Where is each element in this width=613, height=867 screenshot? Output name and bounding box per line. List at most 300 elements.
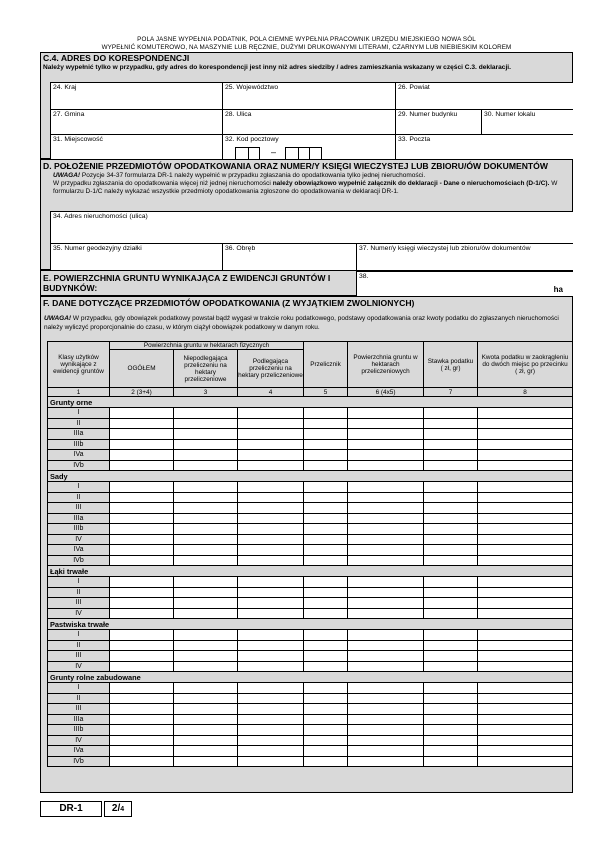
input-cell[interactable]: [348, 587, 424, 598]
input-cell[interactable]: [348, 492, 424, 503]
page-number: 2/4: [104, 801, 132, 817]
input-cell[interactable]: [478, 534, 573, 545]
input-cell[interactable]: [348, 630, 424, 641]
input-cell[interactable]: [424, 450, 478, 461]
input-cell[interactable]: [424, 545, 478, 556]
input-cell[interactable]: [110, 661, 174, 672]
input-cell[interactable]: [478, 429, 573, 440]
input-cell[interactable]: [424, 503, 478, 514]
input-cell[interactable]: [348, 683, 424, 694]
group-header: Sady: [48, 471, 573, 482]
input-cell[interactable]: [304, 598, 348, 609]
input-cell[interactable]: [348, 408, 424, 419]
input-cell[interactable]: [348, 661, 424, 672]
input-cell[interactable]: [478, 439, 573, 450]
input-cell[interactable]: [238, 704, 304, 715]
col-powierzchnia-przeliczeniowa: Powierzchnia gruntu w hektarach przeliczeniowych: [348, 342, 424, 388]
class-label: IVa: [48, 545, 110, 556]
class-label: III: [48, 704, 110, 715]
table-row: [48, 545, 573, 556]
input-cell[interactable]: [304, 651, 348, 662]
input-cell[interactable]: [304, 482, 348, 493]
input-cell[interactable]: [174, 661, 238, 672]
input-cell[interactable]: [174, 534, 238, 545]
table-row: [48, 429, 573, 440]
input-cell[interactable]: [348, 460, 424, 471]
input-cell[interactable]: [174, 735, 238, 746]
field-29-numer-budynku[interactable]: 29. Numer budynku: [395, 109, 481, 134]
input-cell[interactable]: [174, 513, 238, 524]
input-cell[interactable]: [424, 460, 478, 471]
input-cell[interactable]: [238, 513, 304, 524]
input-cell[interactable]: [478, 587, 573, 598]
input-cell[interactable]: [348, 418, 424, 429]
col-number: 1: [48, 388, 110, 397]
input-cell[interactable]: [110, 439, 174, 450]
input-cell[interactable]: [238, 555, 304, 566]
input-cell[interactable]: [110, 555, 174, 566]
input-cell[interactable]: [304, 460, 348, 471]
tax-table: [47, 341, 573, 767]
input-cell[interactable]: [174, 683, 238, 694]
input-cell[interactable]: [478, 577, 573, 588]
input-cell[interactable]: [424, 735, 478, 746]
input-cell[interactable]: [478, 503, 573, 514]
section-f-uwaga: UWAGA!: [44, 315, 72, 322]
input-cell[interactable]: [304, 492, 348, 503]
table-row: [48, 503, 573, 514]
input-cell[interactable]: [348, 450, 424, 461]
input-cell[interactable]: [238, 482, 304, 493]
input-cell[interactable]: [478, 482, 573, 493]
input-cell[interactable]: [424, 439, 478, 450]
input-cell[interactable]: [174, 756, 238, 767]
input-cell[interactable]: [478, 651, 573, 662]
input-cell[interactable]: [238, 429, 304, 440]
col-number: 4: [238, 388, 304, 397]
input-cell[interactable]: [348, 555, 424, 566]
input-cell[interactable]: [478, 460, 573, 471]
input-cell[interactable]: [348, 735, 424, 746]
input-cell[interactable]: [174, 503, 238, 514]
input-cell[interactable]: [110, 577, 174, 588]
input-cell[interactable]: [424, 661, 478, 672]
field-31-miejscowosc[interactable]: 31. Miejscowość: [50, 134, 222, 159]
input-cell[interactable]: [304, 608, 348, 619]
input-cell[interactable]: [238, 693, 304, 704]
input-cell[interactable]: [110, 408, 174, 419]
class-label: III: [48, 598, 110, 609]
table-row: [48, 714, 573, 725]
input-cell[interactable]: [110, 725, 174, 736]
input-cell[interactable]: [348, 608, 424, 619]
input-cell[interactable]: [110, 503, 174, 514]
input-cell[interactable]: [110, 735, 174, 746]
class-label: II: [48, 693, 110, 704]
header-line-2: WYPEŁNIĆ KOMUTEROWO, NA MASZYNIE LUB RĘCZNIE, DUŻYMI DRUKOWANYMI LITERAMI, CZARNYM LUB NIEBIESKIM KOLOREM: [101, 44, 512, 51]
field-27-gmina[interactable]: 27. Gmina: [50, 109, 222, 134]
input-cell[interactable]: [174, 545, 238, 556]
input-cell[interactable]: [110, 598, 174, 609]
input-cell[interactable]: [174, 524, 238, 535]
table-row: [48, 704, 573, 715]
header-line-1: POLA JASNE WYPEŁNIA PODATNIK, POLA CIEMNE WYPEŁNIA PRACOWNIK URZĘDU MIEJSKIEGO NOWA SÓL: [137, 36, 476, 43]
input-cell[interactable]: [238, 714, 304, 725]
group-header: Grunty rolne zabudowane: [48, 672, 573, 683]
input-cell[interactable]: [424, 608, 478, 619]
input-cell[interactable]: [304, 450, 348, 461]
input-cell[interactable]: [304, 534, 348, 545]
input-cell[interactable]: [424, 555, 478, 566]
field-28-ulica[interactable]: 28. Ulica: [222, 109, 395, 134]
input-cell[interactable]: [174, 450, 238, 461]
input-cell[interactable]: [304, 513, 348, 524]
input-cell[interactable]: [238, 640, 304, 651]
class-label: IIIa: [48, 714, 110, 725]
field-33-poczta[interactable]: 33. Poczta: [395, 134, 573, 159]
class-label: IIIa: [48, 513, 110, 524]
input-cell[interactable]: [238, 608, 304, 619]
input-cell[interactable]: [424, 756, 478, 767]
section-e: [40, 270, 573, 296]
input-cell[interactable]: [110, 545, 174, 556]
col-stawka: Stawka podatku ( zł, gr): [424, 342, 478, 388]
input-cell[interactable]: [238, 439, 304, 450]
table-row: [48, 577, 573, 588]
table-row: [48, 534, 573, 545]
input-cell[interactable]: [110, 492, 174, 503]
input-cell[interactable]: [238, 756, 304, 767]
table-row: [48, 439, 573, 450]
input-cell[interactable]: [348, 746, 424, 757]
input-cell[interactable]: [304, 640, 348, 651]
input-cell[interactable]: [174, 598, 238, 609]
input-cell[interactable]: [424, 418, 478, 429]
col-number: 6 (4x5): [348, 388, 424, 397]
input-cell[interactable]: [304, 693, 348, 704]
input-cell[interactable]: [238, 418, 304, 429]
input-cell[interactable]: [304, 735, 348, 746]
input-cell[interactable]: [110, 746, 174, 757]
input-cell[interactable]: [238, 661, 304, 672]
section-d-note-1: Pozycje 34-37 formularza DR-1 należy wypełnić w przypadku zgłaszania do opodatkowania tylko jednej nieruchomości.: [81, 172, 426, 179]
input-cell[interactable]: [478, 492, 573, 503]
col-niepodlegajaca: Niepodlegająca przeliczeniu na hektary przeliczeniowe: [174, 350, 238, 388]
class-label: III: [48, 503, 110, 514]
class-label: IVb: [48, 756, 110, 767]
class-label: II: [48, 492, 110, 503]
input-cell[interactable]: [348, 725, 424, 736]
input-cell[interactable]: [174, 492, 238, 503]
field-32-kod-pocztowy[interactable]: 32. Kod pocztowy –: [222, 134, 395, 159]
input-cell[interactable]: [424, 408, 478, 419]
col-podlegajaca: Podlegająca przeliczeniu na hektary przeliczeniowe: [238, 350, 304, 388]
input-cell[interactable]: [304, 746, 348, 757]
input-cell[interactable]: [110, 524, 174, 535]
input-cell[interactable]: [348, 640, 424, 651]
input-cell[interactable]: [348, 482, 424, 493]
section-d-title: D. POŁOŻENIE PRZEDMIOTÓW OPODATKOWANIA ORAZ NUMER/Y KSIĘGI WIECZYSTEJ LUB ZBIORU/ÓW DOKUMENTÓW: [43, 161, 548, 171]
input-cell[interactable]: [110, 704, 174, 715]
input-cell[interactable]: [348, 577, 424, 588]
input-cell[interactable]: [110, 693, 174, 704]
field-30-numer-lokalu[interactable]: 30. Numer lokalu: [481, 109, 573, 134]
input-cell[interactable]: [478, 524, 573, 535]
input-cell[interactable]: [174, 587, 238, 598]
input-cell[interactable]: [238, 492, 304, 503]
input-cell[interactable]: [478, 555, 573, 566]
input-cell[interactable]: [110, 429, 174, 440]
class-label: IVa: [48, 450, 110, 461]
col-number: 3: [174, 388, 238, 397]
field-36-obreb[interactable]: 36. Obręb: [222, 243, 356, 270]
class-label: IVb: [48, 555, 110, 566]
input-cell[interactable]: [478, 408, 573, 419]
input-cell[interactable]: [348, 545, 424, 556]
input-cell[interactable]: [238, 746, 304, 757]
class-label: IIIa: [48, 429, 110, 440]
input-cell[interactable]: [238, 460, 304, 471]
input-cell[interactable]: [424, 630, 478, 641]
input-cell[interactable]: [304, 661, 348, 672]
input-cell[interactable]: [348, 439, 424, 450]
col-przelicznik: Przelicznik: [304, 342, 348, 388]
input-cell[interactable]: [424, 534, 478, 545]
section-d: [40, 159, 573, 270]
section-f-title: F. DANE DOTYCZĄCE PRZEDMIOTÓW OPODATKOWANIA (Z WYJĄTKIEM ZWOLNIONYCH): [43, 298, 415, 308]
input-cell[interactable]: [348, 714, 424, 725]
input-cell[interactable]: [348, 524, 424, 535]
input-cell[interactable]: [478, 704, 573, 715]
input-cell[interactable]: [110, 714, 174, 725]
table-row: [48, 450, 573, 461]
input-cell[interactable]: [304, 587, 348, 598]
input-cell[interactable]: [238, 450, 304, 461]
input-cell[interactable]: [174, 714, 238, 725]
input-cell[interactable]: [348, 756, 424, 767]
input-cell[interactable]: [110, 608, 174, 619]
input-cell[interactable]: [348, 534, 424, 545]
col-klasy: Klasy użytków wynikające z ewidencji gruntów: [48, 342, 110, 388]
col-powierzchnia-group: Powierzchnia gruntu w hektarach fizycznych: [110, 342, 304, 350]
class-label: I: [48, 482, 110, 493]
postal-dash: –: [271, 147, 277, 157]
input-cell[interactable]: [174, 439, 238, 450]
field-25-wojewodztwo[interactable]: 25. Województwo: [222, 82, 395, 109]
input-cell[interactable]: [238, 408, 304, 419]
input-cell[interactable]: [174, 408, 238, 419]
input-cell[interactable]: [424, 577, 478, 588]
input-cell[interactable]: [238, 651, 304, 662]
input-cell[interactable]: [238, 524, 304, 535]
input-cell[interactable]: [174, 704, 238, 715]
input-cell[interactable]: [304, 555, 348, 566]
input-cell[interactable]: [238, 725, 304, 736]
input-cell[interactable]: [304, 630, 348, 641]
class-label: IVa: [48, 746, 110, 757]
input-cell[interactable]: [110, 513, 174, 524]
input-cell[interactable]: [478, 608, 573, 619]
input-cell[interactable]: [478, 683, 573, 694]
input-cell[interactable]: [238, 735, 304, 746]
table-row: [48, 725, 573, 736]
input-cell[interactable]: [304, 577, 348, 588]
input-cell[interactable]: [424, 651, 478, 662]
input-cell[interactable]: [174, 577, 238, 588]
class-label: IVb: [48, 460, 110, 471]
input-cell[interactable]: [424, 683, 478, 694]
input-cell[interactable]: [174, 482, 238, 493]
input-cell[interactable]: [478, 661, 573, 672]
input-cell[interactable]: [304, 418, 348, 429]
input-cell[interactable]: [424, 482, 478, 493]
input-cell[interactable]: [174, 746, 238, 757]
input-cell[interactable]: [304, 439, 348, 450]
input-cell[interactable]: [478, 735, 573, 746]
input-cell[interactable]: [478, 714, 573, 725]
input-cell[interactable]: [424, 746, 478, 757]
input-cell[interactable]: [424, 640, 478, 651]
form-code: DR-1: [40, 801, 102, 817]
input-cell[interactable]: [348, 429, 424, 440]
input-cell[interactable]: [238, 545, 304, 556]
input-cell[interactable]: [110, 460, 174, 471]
input-cell[interactable]: [110, 450, 174, 461]
input-cell[interactable]: [110, 418, 174, 429]
input-cell[interactable]: [478, 598, 573, 609]
table-row: [48, 735, 573, 746]
input-cell[interactable]: [348, 503, 424, 514]
input-cell[interactable]: [110, 651, 174, 662]
section-f-note-text: W przypadku, gdy obowiązek podatkowy powstał bądź wygasł w trakcie roku podatkowego, podstawy opodatkowania oraz kwoty podatku do zgłaszanych nieruchomości należy wyliczyć proporcjonalnie do czasu, w którym ciążył obowiązek podatkowy w danym roku.: [44, 315, 559, 331]
class-label: I: [48, 630, 110, 641]
input-cell[interactable]: [110, 534, 174, 545]
input-cell[interactable]: [174, 640, 238, 651]
input-cell[interactable]: [424, 524, 478, 535]
input-cell[interactable]: [348, 704, 424, 715]
input-cell[interactable]: [478, 450, 573, 461]
table-row: [48, 746, 573, 757]
field-24-kraj[interactable]: 24. Kraj: [50, 82, 222, 109]
col-number: 8: [478, 388, 573, 397]
input-cell[interactable]: [424, 492, 478, 503]
table-row: [48, 693, 573, 704]
field-26-powiat[interactable]: 26. Powiat: [395, 82, 573, 109]
input-cell[interactable]: [174, 651, 238, 662]
input-cell[interactable]: [238, 534, 304, 545]
section-f-note: [44, 314, 571, 332]
input-cell[interactable]: [478, 693, 573, 704]
table-row: [48, 756, 573, 767]
input-cell[interactable]: [238, 503, 304, 514]
input-cell[interactable]: [304, 503, 348, 514]
input-cell[interactable]: [174, 630, 238, 641]
input-cell[interactable]: [174, 693, 238, 704]
input-cell[interactable]: [424, 714, 478, 725]
input-cell[interactable]: [174, 555, 238, 566]
table-row: [48, 418, 573, 429]
input-cell[interactable]: [304, 714, 348, 725]
input-cell[interactable]: [110, 482, 174, 493]
group-header: Grunty orne: [48, 397, 573, 408]
input-cell[interactable]: [174, 460, 238, 471]
col-ogolem: OGÓŁEM: [110, 350, 174, 388]
input-cell[interactable]: [304, 545, 348, 556]
input-cell[interactable]: [304, 683, 348, 694]
input-cell[interactable]: [238, 683, 304, 694]
col-kwota: Kwota podatku w zaokrągleniu do dwóch miejsc po przecinku ( zł, gr): [478, 342, 573, 388]
input-cell[interactable]: [348, 513, 424, 524]
input-cell[interactable]: [424, 598, 478, 609]
section-d-note-2a: W przypadku zgłaszania do opodatkowania więcej niż jednej nieruchomości: [53, 180, 271, 188]
table-row: [48, 492, 573, 503]
input-cell[interactable]: [304, 429, 348, 440]
input-cell[interactable]: [424, 587, 478, 598]
table-row: [48, 513, 573, 524]
section-d-note-2c: W formularzu D-1/C należy wykazać wszystkie przedmioty opodatkowania zgłoszone do opodatkowania w deklaracji DR-1.: [53, 180, 558, 196]
input-cell[interactable]: [478, 545, 573, 556]
table-row: [48, 587, 573, 598]
class-label: IV: [48, 661, 110, 672]
input-cell[interactable]: [110, 630, 174, 641]
input-cell[interactable]: [174, 725, 238, 736]
input-cell[interactable]: [478, 418, 573, 429]
input-cell[interactable]: [478, 640, 573, 651]
field-35-numer-dzialki[interactable]: 35. Numer geodezyjny działki: [50, 243, 222, 270]
input-cell[interactable]: [424, 704, 478, 715]
input-cell[interactable]: [424, 725, 478, 736]
input-cell[interactable]: [304, 756, 348, 767]
input-cell[interactable]: [238, 587, 304, 598]
input-cell[interactable]: [424, 693, 478, 704]
field-37-ksiega-wieczysta[interactable]: 37. Numer/y księgi wieczystej lub zbioru/ów dokumentów: [356, 243, 573, 270]
input-cell[interactable]: [478, 725, 573, 736]
input-cell[interactable]: [174, 418, 238, 429]
input-cell[interactable]: [348, 693, 424, 704]
field-34-adres-nieruchomosci[interactable]: 34. Adres nieruchomości (ulica): [50, 211, 573, 243]
input-cell[interactable]: [478, 756, 573, 767]
class-label: I: [48, 683, 110, 694]
class-label: I: [48, 577, 110, 588]
input-cell[interactable]: [478, 513, 573, 524]
input-cell[interactable]: [478, 746, 573, 757]
table-row: [48, 524, 573, 535]
section-c4-title: C.4. ADRES DO KORESPONDENCJI: [43, 53, 190, 63]
input-cell[interactable]: [348, 598, 424, 609]
input-cell[interactable]: [348, 651, 424, 662]
input-cell[interactable]: [174, 429, 238, 440]
input-cell[interactable]: [304, 524, 348, 535]
col-number: 2 (3+4): [110, 388, 174, 397]
input-cell[interactable]: [424, 429, 478, 440]
class-label: III: [48, 651, 110, 662]
input-cell[interactable]: [424, 513, 478, 524]
input-cell[interactable]: [110, 756, 174, 767]
input-cell[interactable]: [238, 630, 304, 641]
input-cell[interactable]: [238, 577, 304, 588]
input-cell[interactable]: [174, 608, 238, 619]
input-cell[interactable]: [478, 630, 573, 641]
field-38-powierzchnia[interactable]: 38. ha: [356, 271, 573, 296]
section-d-note: [53, 172, 571, 197]
input-cell[interactable]: [110, 587, 174, 598]
input-cell[interactable]: [110, 683, 174, 694]
input-cell[interactable]: [304, 725, 348, 736]
input-cell[interactable]: [238, 598, 304, 609]
input-cell[interactable]: [304, 408, 348, 419]
input-cell[interactable]: [304, 704, 348, 715]
input-cell[interactable]: [110, 640, 174, 651]
